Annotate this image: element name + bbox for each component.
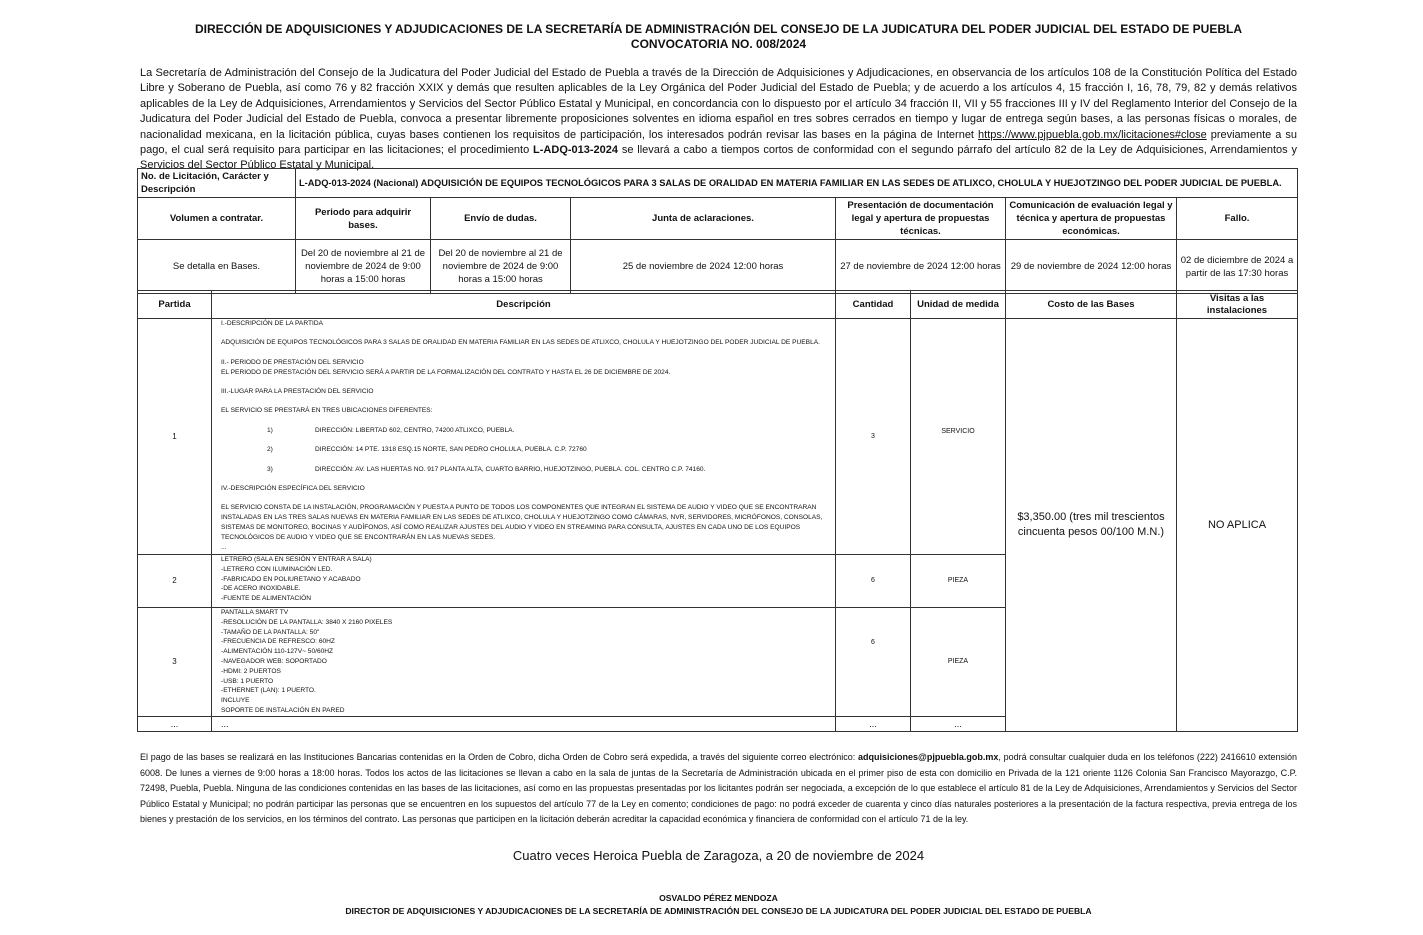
item-description (212, 555, 836, 608)
ellipsis-cell: ... (836, 717, 911, 732)
intro-text-c: se llevará a cabo a tiempos cortos de conformidad con el segundo párrafo del artículo 82 de la Ley de Adquisiciones, Arrendamientos y Servicios del Sector Público Estatal y Municipal. (140, 144, 1297, 172)
signatory-name: OSVALDO PÉREZ MENDOZA (659, 893, 778, 903)
desc-line: LETRERO (SALA EN SESIÓN Y ENTRAR A SALA) (221, 556, 372, 563)
item-description (212, 319, 836, 555)
item-quantity: 6 (836, 555, 911, 608)
footer-text-a: El pago de las bases se realizará en las Instituciones Bancarias contenidas en la Orden de Cobro, dicha Orden de Cobro será expedida, a través del siguiente correo electrónico: (140, 752, 859, 762)
desc-line: -HDMI: 2 PUERTOS (221, 667, 281, 675)
desc-line: EL PERIODO DE PRESTACIÓN DEL SERVICIO SERÁ A PARTIR DE LA FORMALIZACIÓN DEL CONTRATO Y HASTA EL 26 DE DICIEMBRE DE 2024. (221, 368, 671, 376)
schedule-value: 25 de noviembre de 2024 12:00 horas (571, 240, 836, 294)
schedule-value: Del 20 de noviembre al 21 de noviembre de 2024 de 9:00 horas a 15:00 horas (296, 240, 431, 294)
item-unit: PIEZA (911, 555, 1006, 608)
desc-line: I.-DESCRIPCIÓN DE LA PARTIDA (221, 320, 323, 327)
items-header-costo: Costo de las Bases (1006, 291, 1177, 319)
intro-text-b: previamente a su pago, el cual será requisito para participar en las licitaciones; el procedimiento (140, 128, 1298, 157)
intro-text-a: La Secretaría de Administración del Consejo de la Judicatura del Poder Judicial del Estado de Puebla a través de la Dirección de Adquisiciones y Adjudicaciones, en observancia de los artículos 108 de la Constitución Política del Estado Libre y Soberano de Puebla, así como 76 y 82 fracción XXIX y demás que resulten aplicables de la Ley Orgánica del Poder Judicial del Estado de Puebla; y de acuerdo a los artículos 4, 15 fracción I, 16, 78, 79, 82 y demás relativos aplicables de la Ley de Adquisiciones, Arrendamientos y Servicios del Sector Público Estatal y Municipal, en concordancia con lo dispuesto por el artículo 34 fracción II, VII y 55 fracciones III y IV del Reglamento Interior del Consejo de la Judicatura del Poder Judicial del Estado de Puebla, convoca a presentar libremente proposiciones solventes en idioma español en tres sobres cerrados en tiempo y lugar de entrega según bases, a las personas físicas o morales, de nacionalidad mexicana, en la licitación pública, cuyas bases contienen los requisitos de participación, los interesados podrán revisar las bases en la página de Internet (140, 67, 1297, 141)
item-quantity: 3 (836, 319, 911, 555)
schedule-value: 29 de noviembre de 2024 12:00 horas (1006, 240, 1177, 294)
schedule-header: Comunicación de evaluación legal y técnica y apertura de propuestas económicas. (1006, 198, 1177, 240)
address-item (221, 426, 832, 436)
intro-paragraph (140, 66, 1297, 174)
desc-line: -ALIMENTACIÓN 110-127V~ 50/60HZ (221, 648, 334, 656)
tender-description: L-ADQ-013-2024 (Nacional) ADQUISICIÓN DE EQUIPOS TECNOLÓGICOS PARA 3 SALAS DE ORALIDAD EN MATERIA FAMILIAR EN LAS SEDES DE ATLIXCO, CHOLULA Y HUEJOTZINGO DEL PODER JUDICIAL DE PUEBLA. (296, 169, 1298, 198)
schedule-value: Se detalla en Bases. (138, 240, 296, 294)
item-unit: PIEZA (911, 608, 1006, 717)
desc-paragraph: EL SERVICIO CONSTA DE LA INSTALACIÓN, PROGRAMACIÓN Y PUESTA A PUNTO DE TODOS LOS COMPONENTES QUE INTEGRAN EL SISTEMA DE AUDIO Y VIDEO QUE SE ENCONTRARAN INSTALADAS EN LAS TRES SALAS NUEVAS EN MATERIA FAMILIAR EN LAS SEDES DE ATLIXCO, CHOLULA Y HUEJOTZINGO COMO CÁMARAS, NVR, SERVIDORES, MICRÓFONOS, CONSOLAS, SISTEMAS DE MONITOREO, BOCINAS Y AUDÍFONOS, ASÍ COMO REALIZAR AJUSTES DEL AUDIO Y VIDEO EN STREAMING PARA CONSULTA, AJUSTES EN CADA UNO DE LOS EQUIPOS TECNOLÓGICOS DE AUDIO Y VIDEO QUE SE ENCONTRARÁN EN LAS NUEVAS SEDES. (221, 504, 823, 541)
address-number: 2) (267, 446, 273, 454)
ellipsis-cell: ... (212, 717, 836, 732)
tender-label: No. de Licitación, Carácter y Descripción (138, 169, 296, 198)
ellipsis-cell: ... (138, 717, 212, 732)
items-table (137, 290, 1298, 732)
bases-cost: $3,350.00 (tres mil trescientos cincuenta pesos 00/100 M.N.) (1006, 319, 1177, 732)
items-header-unidad: Unidad de medida (911, 291, 1006, 319)
desc-line: -LETRERO CON ILUMINACIÓN LED. (221, 565, 333, 573)
schedule-header: Junta de aclaraciones. (571, 198, 836, 240)
bases-link[interactable]: https://www.pjpuebla.gob.mx/licitaciones#close (978, 128, 1207, 141)
address-text: DIRECCIÓN: AV. LAS HUERTAS NO. 917 PLANTA ALTA, CUARTO BARRIO, HUEJOTZINGO, PUEBLA. COL. CENTRO C.P. 74160. (315, 465, 706, 473)
desc-line: ADQUISICIÓN DE EQUIPOS TECNOLÓGICOS PARA 3 SALAS DE ORALIDAD EN MATERIA FAMILIAR EN LAS SEDES DE ATLIXCO, CHOLULA Y HUEJOTZINGO DEL PODER JUDICIAL DE PUEBLA. (221, 339, 820, 347)
partida-number: 2 (138, 555, 212, 608)
schedule-value: 27 de noviembre de 2024 12:00 horas (836, 240, 1006, 294)
items-header-cantidad: Cantidad (836, 291, 911, 319)
schedule-header: Envío de dudas. (431, 198, 571, 240)
ellipsis-cell: ... (911, 717, 1006, 732)
desc-line: EL SERVICIO SE PRESTARÁ EN TRES UBICACIONES DIFERENTES: (221, 407, 433, 415)
address-number: 1) (267, 426, 273, 434)
item-quantity: 6 (836, 608, 911, 717)
schedule-value: 02 de diciembre de 2024 a partir de las 17:30 horas (1177, 240, 1298, 294)
desc-line: -RESOLUCIÓN DE LA PANTALLA: 3840 X 2160 PIXELES (221, 618, 393, 626)
footer-text-b: , podrá consultar cualquier duda en los teléfonos (222) 2416610 extensión 6008. De lunes a viernes de 9:00 horas a 18:00 horas. Todos los actos de las licitaciones se llevan a cabo en la sala de juntas de la Secretaría de Administración ubicada en el primer piso de esta con domicilio en Privada de la 121 oriente 1126 Colonia San Francisco Mayorazgo, C.P. 72498, Puebla, Puebla. Ninguna de las condiciones contenidas en las bases de las licitaciones, así como en las propuestas presentadas por los licitantes podrán ser negociada, a excepción de lo que establece el artículo 81 de la Ley de Adquisiciones, Arrendamientos y Servicios del Sector Público Estatal y Municipal; no podrán participar las personas que se encuentren en los supuestos del artículo 77 de la Ley en comento; condiciones de pago: no podrá exceder de cuarenta y cinco días naturales posteriores a la presentación de la factura respectiva, previa entrega de los bienes y prestación de los servicios, en los términos del contrato. Las personas que participen en la licitación deberán acreditar la capacidad económica y financiera de conformidad con el artículo 71 de la ley. (140, 752, 1297, 824)
desc-line: -NAVEGADOR WEB: SOPORTADO (221, 657, 327, 665)
address-item (221, 465, 832, 475)
schedule-header: Presentación de documentación legal y apertura de propuestas técnicas. (836, 198, 1006, 240)
item-unit: SERVICIO (911, 319, 1006, 555)
site-visits: NO APLICA (1177, 319, 1298, 732)
address-number: 3) (267, 465, 273, 473)
schedule-header: Periodo para adquirir bases. (296, 198, 431, 240)
items-header-descripcion: Descripción (212, 291, 836, 319)
desc-line: IV.-DESCRIPCIÓN ESPECÍFICA DEL SERVICIO (221, 484, 365, 492)
schedule-table (137, 168, 1298, 294)
desc-line: -FABRICADO EN POLIURETANO Y ACABADO (221, 575, 361, 583)
contact-email[interactable]: adquisiciones@pjpuebla.gob.mx (858, 752, 999, 762)
desc-line: II.- PERIODO DE PRESTACIÓN DEL SERVICIO (221, 358, 364, 366)
desc-line: -USB: 1 PUERTO (221, 677, 274, 685)
desc-line: -DE ACERO INOXIDABLE. (221, 585, 301, 593)
partida-number: 3 (138, 608, 212, 717)
partida-number: 1 (138, 319, 212, 555)
address-text: DIRECCIÓN: LIBERTAD 602, CENTRO, 74200 ATLIXCO, PUEBLA. (315, 426, 515, 434)
signatory-role: DIRECTOR DE ADQUISICIONES Y ADJUDICACIONES DE LA SECRETARÍA DE ADMINISTRACIÓN DEL CONSEJO DE LA JUDICATURA DEL PODER JUDICIAL DEL ESTADO DE PUEBLA (345, 906, 1092, 916)
desc-line: -ETHERNET (LAN): 1 PUERTO. (221, 687, 316, 695)
address-item (221, 445, 832, 455)
convocatoria-number: CONVOCATORIA NO. 008/2024 (630, 37, 807, 51)
payment-paragraph (140, 750, 1297, 828)
items-header-visitas: Visitas a las instalaciones (1177, 291, 1298, 319)
desc-line: SOPORTE DE INSTALACIÓN EN PARED (221, 706, 345, 714)
desc-line: PANTALLA SMART TV (221, 609, 289, 616)
place-date: Cuatro veces Heroica Puebla de Zaragoza, a 20 de noviembre de 2024 (512, 848, 925, 863)
item-description (212, 608, 836, 717)
address-text: DIRECCIÓN: 14 PTE. 1318 ESQ.15 NORTE, SAN PEDRO CHOLULA, PUEBLA. C.P. 72760 (315, 446, 587, 454)
desc-line: ... (221, 543, 227, 551)
schedule-header: Volumen a contratar. (138, 198, 296, 240)
table-row (138, 319, 1298, 555)
schedule-value: Del 20 de noviembre al 21 de noviembre de 2024 de 9:00 horas a 15:00 horas (431, 240, 571, 294)
desc-line: -TAMAÑO DE LA PANTALLA: 50" (221, 628, 320, 636)
procedure-code: L-ADQ-013-2024 (533, 144, 619, 157)
desc-line: -FRECUENCIA DE REFRESCO: 60HZ (221, 638, 335, 646)
desc-line: INCLUYE (221, 697, 250, 705)
desc-line: -FUENTE DE ALIMENTACIÓN (221, 595, 312, 603)
document-title: DIRECCIÓN DE ADQUISICIONES Y ADJUDICACIONES DE LA SECRETARÍA DE ADMINISTRACIÓN DEL CONSEJO DE LA JUDICATURA DEL PODER JUDICIAL DEL ESTADO DE PUEBLA (195, 22, 1242, 36)
schedule-header: Fallo. (1177, 198, 1298, 240)
desc-line: III.-LUGAR PARA LA PRESTACIÓN DEL SERVICIO (221, 387, 374, 395)
items-header-partida: Partida (138, 291, 212, 319)
